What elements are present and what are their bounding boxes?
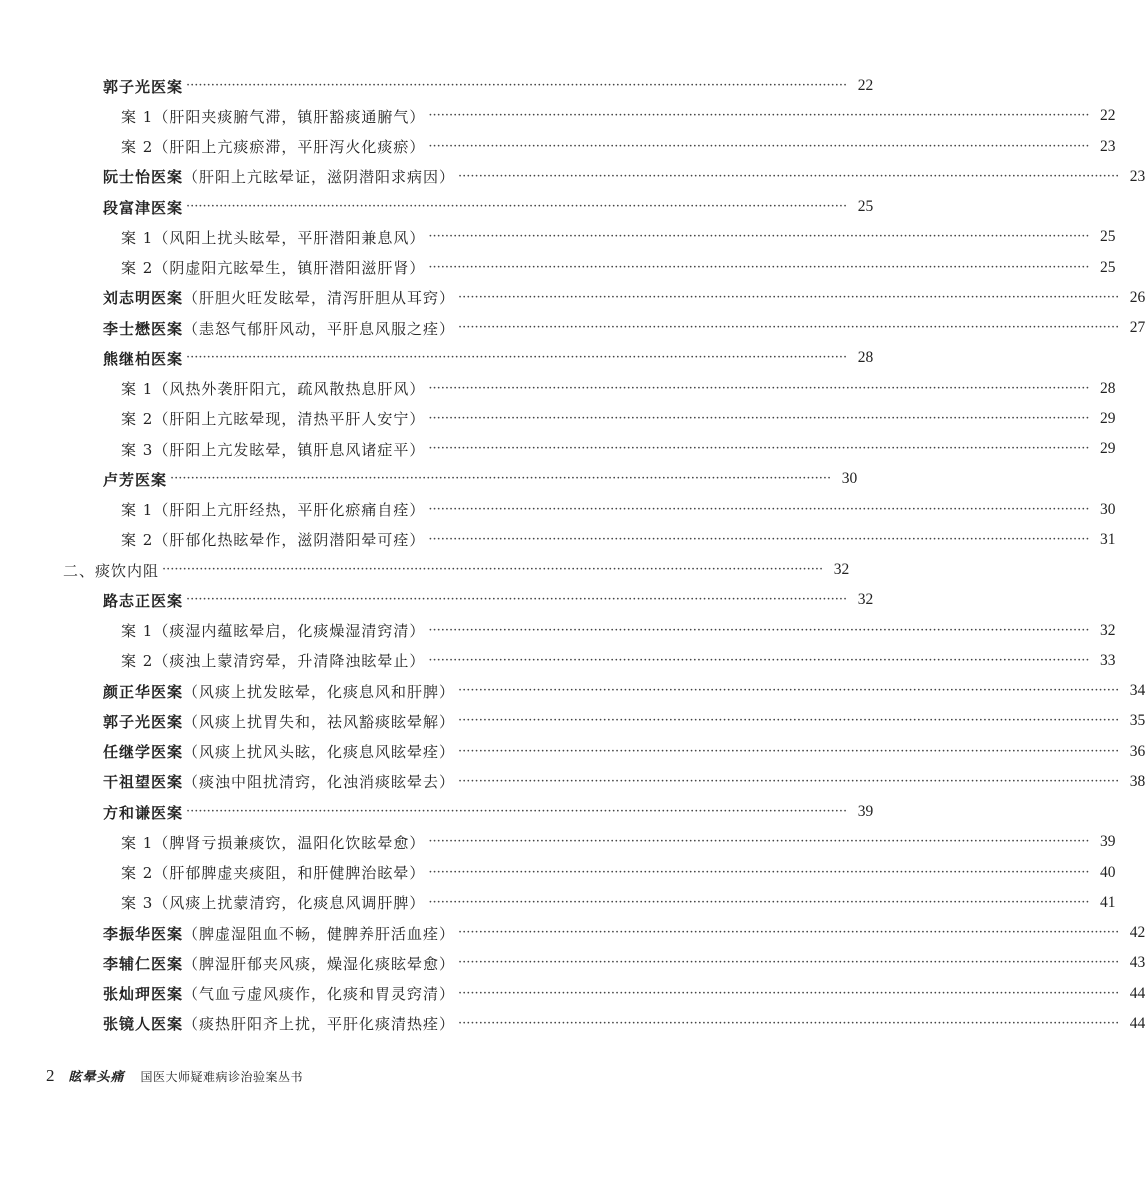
- toc-entry-name: 案 3: [121, 440, 154, 459]
- toc-page-number: 25: [1100, 228, 1116, 246]
- toc-entry-description: （气血亏虚风痰作，化痰和胃灵窍清）: [183, 985, 456, 1004]
- toc-entry-description: （脾湿肝郁夹风痰，燥湿化痰眩晕愈）: [183, 954, 456, 973]
- toc-entry-description: （肝郁化热眩晕作，滋阴潜阳晕可痊）: [153, 531, 426, 550]
- dot-leader: ································································································································································: [186, 78, 848, 94]
- toc-entry-name: 案 3: [121, 894, 154, 913]
- toc-entry-description: （痰浊上蒙清窍晕，升清降浊眩晕止）: [153, 652, 426, 671]
- table-of-contents: [0, 71, 1145, 1039]
- toc-entry-name: 案 2: [121, 864, 154, 883]
- toc-entry-title: [121, 257, 425, 278]
- toc-entry-title: [103, 711, 455, 732]
- toc-page-number: 25: [1100, 258, 1116, 276]
- toc-entry-sub[interactable]: [0, 495, 1116, 525]
- dot-leader: ································································································································································: [458, 289, 1120, 305]
- toc-page-number: 34: [1129, 682, 1145, 700]
- dot-leader: ································································································································································: [458, 985, 1120, 1001]
- toc-page-number: 29: [1100, 409, 1116, 427]
- toc-entry-sub[interactable]: [0, 858, 1116, 888]
- toc-entry-title: [103, 166, 455, 187]
- toc-entry-name: 李振华医案: [103, 924, 184, 943]
- toc-entry-name: 阮士怡医案: [103, 168, 184, 187]
- toc-entry-name: 案 2: [121, 652, 154, 671]
- toc-entry-name: 案 2: [121, 410, 154, 429]
- dot-leader: ································································································································································: [186, 350, 848, 366]
- toc-entry-title: [103, 318, 455, 339]
- footer-page-number: 2: [46, 1066, 55, 1085]
- toc-page-number: 32: [1100, 621, 1116, 639]
- dot-leader: ································································································································································: [458, 1015, 1120, 1031]
- toc-page-number: 35: [1129, 712, 1145, 730]
- toc-page-number: 32: [833, 561, 850, 579]
- toc-entry-description: （风痰上扰发眩晕，化痰息风和肝脾）: [183, 682, 456, 701]
- toc-entry-title: [103, 953, 455, 974]
- toc-entry-doctor[interactable]: [0, 585, 874, 615]
- toc-entry-name: 张灿玾医案: [103, 985, 184, 1004]
- toc-entry-sub[interactable]: [0, 827, 1116, 857]
- toc-entry-title: [103, 741, 455, 762]
- toc-page-number: 33: [1100, 651, 1116, 669]
- toc-entry-name: 刘志明医案: [103, 289, 184, 308]
- toc-entry-doctor[interactable]: [0, 464, 858, 494]
- dot-leader: ································································································································································: [458, 925, 1120, 941]
- toc-page-number: 22: [857, 77, 874, 95]
- toc-entry-title: [121, 892, 425, 913]
- toc-entry-section[interactable]: [0, 555, 850, 585]
- toc-entry-title: [103, 197, 183, 218]
- dot-leader: ································································································································································: [428, 894, 1090, 910]
- toc-page-number: 39: [857, 803, 874, 821]
- dot-leader: ································································································································································: [428, 652, 1090, 668]
- dot-leader: ································································································································································: [428, 864, 1090, 880]
- toc-entry-name: 案 2: [121, 531, 154, 550]
- toc-entry-sub[interactable]: [0, 132, 1116, 162]
- dot-leader: ································································································································································: [458, 773, 1120, 789]
- toc-entry-name: 案 1: [121, 622, 154, 641]
- toc-page-number: 28: [857, 349, 874, 367]
- toc-entry-title: [103, 287, 455, 308]
- toc-entry-description: （风痰上扰蒙清窍，化痰息风调肝脾）: [153, 894, 426, 913]
- dot-leader: ································································································································································: [428, 410, 1090, 426]
- toc-entry-doctor[interactable]: [0, 918, 1145, 948]
- toc-entry-name: 李辅仁医案: [103, 954, 184, 973]
- toc-entry-doctor[interactable]: [0, 192, 874, 222]
- toc-entry-title: [121, 136, 425, 157]
- toc-entry-title: [103, 469, 167, 490]
- toc-entry-doctor[interactable]: [0, 767, 1145, 797]
- toc-entry-doctor[interactable]: [0, 162, 1145, 192]
- toc-entry-sub[interactable]: [0, 616, 1116, 646]
- toc-page-number: 26: [1129, 288, 1145, 306]
- toc-entry-doctor[interactable]: [0, 313, 1145, 343]
- toc-page-number: 43: [1129, 954, 1145, 972]
- page-footer: [46, 1066, 303, 1086]
- toc-entry-doctor[interactable]: [0, 737, 1145, 767]
- toc-entry-description: （风痰上扰风头眩，化痰息风眩晕痊）: [183, 743, 456, 762]
- toc-page-number: 30: [1100, 500, 1116, 518]
- toc-entry-sub[interactable]: [0, 646, 1116, 676]
- toc-entry-name: 案 1: [121, 380, 154, 399]
- toc-entry-description: （痰热肝阳齐上扰，平肝化痰清热痊）: [183, 1015, 456, 1034]
- dot-leader: ································································································································································: [428, 229, 1090, 245]
- toc-page-number: 40: [1100, 863, 1116, 881]
- toc-entry-description: （肝胆火旺发眩晕，清泻肝胆从耳窍）: [183, 289, 456, 308]
- toc-entry-sub[interactable]: [0, 404, 1116, 434]
- toc-entry-sub[interactable]: [0, 434, 1116, 464]
- toc-page-number: 38: [1129, 772, 1145, 790]
- toc-entry-name: 李士懋医案: [103, 319, 184, 338]
- toc-entry-doctor[interactable]: [0, 1009, 1145, 1039]
- toc-entry-title: [103, 681, 455, 702]
- toc-entry-name: 案 2: [121, 138, 154, 157]
- dot-leader: ································································································································································: [428, 501, 1090, 517]
- toc-entry-title: [103, 76, 183, 97]
- toc-entry-title: [121, 650, 425, 671]
- toc-entry-name: 路志正医案: [103, 591, 184, 610]
- dot-leader: ································································································································································: [428, 834, 1090, 850]
- toc-page-number: 36: [1129, 742, 1145, 760]
- dot-leader: ································································································································································: [186, 804, 848, 820]
- toc-entry-title: [121, 408, 425, 429]
- dot-leader: ································································································································································: [458, 683, 1120, 699]
- toc-entry-name: 干祖望医案: [103, 773, 184, 792]
- toc-page-number: 31: [1100, 530, 1116, 548]
- toc-entry-name: 方和谦医案: [103, 803, 184, 822]
- toc-entry-doctor[interactable]: [0, 979, 1145, 1009]
- toc-entry-description: （肝阳上亢痰瘀滞，平肝泻火化痰瘀）: [153, 138, 426, 157]
- toc-entry-name: 二、痰饮内阻: [63, 561, 160, 580]
- toc-page-number: 30: [841, 470, 858, 488]
- dot-leader: ································································································································································: [186, 592, 848, 608]
- toc-entry-name: 张镜人医案: [103, 1015, 184, 1034]
- toc-entry-description: （脾肾亏损兼痰饮，温阳化饮眩晕愈）: [153, 833, 426, 852]
- toc-entry-sub[interactable]: [0, 374, 1116, 404]
- toc-entry-doctor[interactable]: [0, 343, 874, 373]
- dot-leader: ································································································································································: [458, 743, 1120, 759]
- toc-entry-description: （肝阳上亢眩晕证，滋阴潜阳求病因）: [183, 168, 456, 187]
- toc-page-number: 23: [1100, 137, 1116, 155]
- toc-page-number: 32: [857, 591, 874, 609]
- toc-entry-description: （肝阳上亢发眩晕，镇肝息风诸症平）: [153, 440, 426, 459]
- toc-entry-name: 案 1: [121, 228, 154, 247]
- toc-entry-title: [121, 620, 425, 641]
- toc-page-number: 41: [1100, 893, 1116, 911]
- toc-entry-name: 郭子光医案: [103, 712, 184, 731]
- toc-page-number: 23: [1129, 167, 1145, 185]
- dot-leader: ································································································································································: [428, 259, 1090, 275]
- toc-entry-description: （脾虚湿阻血不畅，健脾养肝活血痊）: [183, 924, 456, 943]
- toc-page-number: 25: [857, 198, 874, 216]
- dot-leader: ································································································································································: [458, 713, 1120, 729]
- toc-entry-title: [103, 590, 183, 611]
- toc-entry-doctor[interactable]: [0, 948, 1145, 978]
- dot-leader: ································································································································································: [458, 168, 1120, 184]
- toc-entry-description: （风痰上扰胃失和，祛风豁痰眩晕解）: [183, 712, 456, 731]
- toc-page-number: 44: [1129, 984, 1145, 1002]
- toc-entry-name: 段富津医案: [103, 198, 184, 217]
- toc-entry-name: 案 1: [121, 107, 154, 126]
- toc-entry-doctor[interactable]: [0, 797, 874, 827]
- dot-leader: ································································································································································: [428, 380, 1090, 396]
- toc-entry-title: [121, 378, 425, 399]
- dot-leader: ································································································································································: [162, 562, 824, 578]
- toc-entry-description: （肝阳上亢肝经热，平肝化瘀痛自痊）: [153, 501, 426, 520]
- toc-page-number: 28: [1100, 379, 1116, 397]
- toc-entry-doctor[interactable]: [0, 706, 1145, 736]
- toc-entry-sub[interactable]: [0, 888, 1116, 918]
- toc-entry-title: [121, 529, 425, 550]
- toc-entry-title: [63, 560, 159, 581]
- toc-entry-name: 案 2: [121, 259, 154, 278]
- toc-entry-name: 任继学医案: [103, 743, 184, 762]
- toc-entry-sub[interactable]: [0, 525, 1116, 555]
- footer-book-title: 眩晕头痛: [68, 1070, 125, 1085]
- toc-entry-description: （肝郁脾虚夹痰阻，和肝健脾治眩晕）: [153, 864, 426, 883]
- toc-entry-name: 案 1: [121, 501, 154, 520]
- toc-entry-description: （恚怒气郁肝风动，平肝息风服之痊）: [183, 319, 456, 338]
- toc-entry-title: [103, 348, 183, 369]
- toc-page-number: 42: [1129, 924, 1145, 942]
- dot-leader: ································································································································································: [428, 108, 1090, 124]
- toc-entry-sub[interactable]: [0, 253, 1116, 283]
- toc-page-number: 27: [1129, 319, 1145, 337]
- toc-entry-name: 卢芳医案: [103, 470, 168, 489]
- dot-leader: ································································································································································: [458, 320, 1120, 336]
- toc-page-number: 44: [1129, 1014, 1145, 1032]
- dot-leader: ································································································································································: [428, 622, 1090, 638]
- toc-entry-title: [121, 862, 425, 883]
- dot-leader: ································································································································································: [458, 955, 1120, 971]
- toc-page-number: 29: [1100, 440, 1116, 458]
- toc-entry-sub[interactable]: [0, 222, 1116, 252]
- toc-entry-title: [103, 1013, 455, 1034]
- toc-entry-name: 案 1: [121, 833, 154, 852]
- toc-entry-title: [103, 802, 183, 823]
- toc-page-number: 39: [1100, 833, 1116, 851]
- toc-entry-sub[interactable]: [0, 101, 1116, 131]
- toc-entry-description: （痰浊中阻扰清窍，化浊消痰眩晕去）: [183, 773, 456, 792]
- toc-entry-title: [121, 499, 425, 520]
- toc-entry-title: [103, 983, 455, 1004]
- toc-entry-title: [121, 227, 425, 248]
- toc-entry-title: [121, 106, 425, 127]
- toc-entry-description: （阴虚阳亢眩晕生，镇肝潜阳滋肝肾）: [153, 259, 426, 278]
- toc-entry-description: （肝阳夹痰腑气滞，镇肝豁痰通腑气）: [153, 107, 426, 126]
- toc-entry-title: [103, 923, 455, 944]
- toc-entry-doctor[interactable]: [0, 676, 1145, 706]
- dot-leader: ································································································································································: [428, 531, 1090, 547]
- toc-entry-name: 熊继柏医案: [103, 349, 184, 368]
- dot-leader: ································································································································································: [428, 441, 1090, 457]
- toc-entry-doctor[interactable]: [0, 283, 1145, 313]
- toc-page-number: 22: [1100, 107, 1116, 125]
- footer-series-title: 国医大师疑难病诊治验案丛书: [140, 1070, 304, 1084]
- toc-entry-title: [103, 771, 455, 792]
- toc-entry-name: 颜正华医案: [103, 682, 184, 701]
- toc-entry-name: 郭子光医案: [103, 77, 184, 96]
- toc-entry-description: （风热外袭肝阳亢，疏风散热息肝风）: [153, 380, 426, 399]
- dot-leader: ································································································································································: [170, 471, 832, 487]
- toc-entry-title: [121, 832, 425, 853]
- toc-entry-description: （痰湿内蕴眩晕启，化痰燥湿清窍清）: [153, 622, 426, 641]
- toc-entry-description: （肝阳上亢眩晕现，清热平肝人安宁）: [153, 410, 426, 429]
- toc-entry-title: [121, 439, 425, 460]
- dot-leader: ································································································································································: [186, 199, 848, 215]
- toc-entry-doctor[interactable]: [0, 71, 874, 101]
- toc-entry-description: （风阳上扰头眩晕，平肝潜阳兼息风）: [153, 228, 426, 247]
- dot-leader: ································································································································································: [428, 138, 1090, 154]
